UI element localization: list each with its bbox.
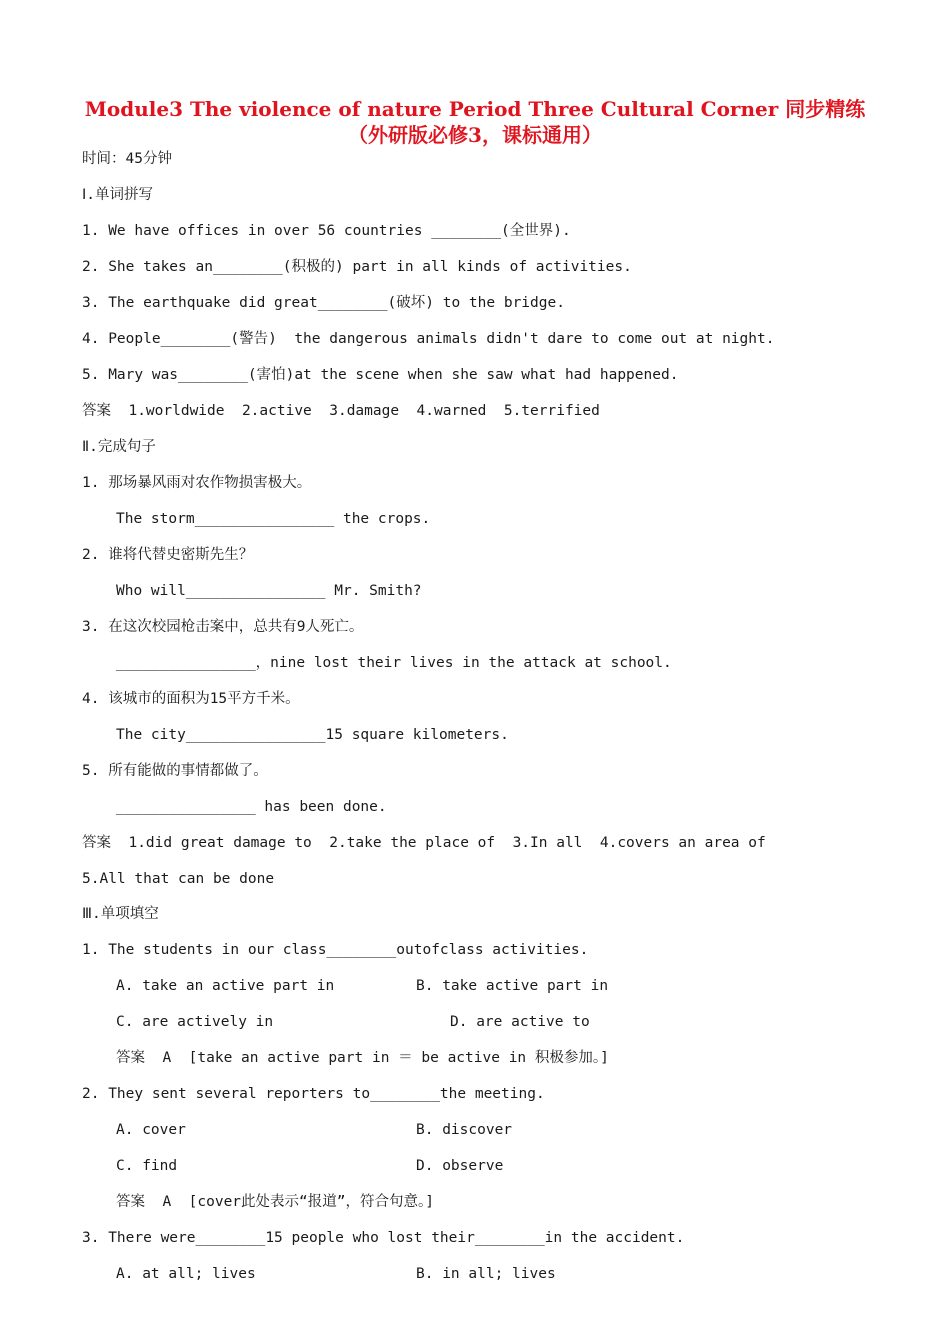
time-limit: 时间：45分钟 bbox=[82, 151, 172, 167]
s3-q2-answer: 答案 A [cover此处表示“报道”，符合句意。] bbox=[116, 1194, 434, 1210]
s2-question-1-blank: The storm________________ the crops. bbox=[116, 511, 431, 527]
s2-question-4-blank: The city________________15 square kilometers. bbox=[116, 727, 509, 743]
s3-question-1: 1. The students in our class________outofclass activities. bbox=[82, 942, 589, 958]
s2-question-3: 3. 在这次校园枪击案中，总共有9人死亡。 bbox=[82, 619, 364, 635]
s2-question-4: 4. 该城市的面积为15平方千米。 bbox=[82, 691, 300, 707]
s2-answer-line-2: 5.All that can be done bbox=[82, 871, 275, 887]
s3-q1-option-a: A. take an active part in bbox=[116, 978, 335, 994]
s2-answer-line-1: 答案 1.did great damage to 2.take the place of 3.In all 4.covers an area of bbox=[82, 835, 766, 851]
s1-question-2: 2. She takes an________(积极的) part in all kinds of activities. bbox=[82, 259, 632, 275]
s3-q1-option-b: B. take active part in bbox=[416, 978, 609, 994]
s1-answer: 答案 1.worldwide 2.active 3.damage 4.warned 5.terrified bbox=[82, 403, 600, 419]
s2-question-2-blank: Who will________________ Mr. Smith? bbox=[116, 583, 422, 599]
s2-question-3-blank: ________________，nine lost their lives in the attack at school. bbox=[116, 655, 672, 671]
s3-q1-option-c: C. are actively in bbox=[116, 1014, 274, 1030]
s2-question-5-blank: ________________ has been done. bbox=[116, 799, 387, 815]
title-line-2: （外研版必修3，课标通用） bbox=[348, 123, 602, 147]
s3-q2-option-d: D. observe bbox=[416, 1158, 504, 1174]
s1-question-1: 1. We have offices in over 56 countries ________(全世界). bbox=[82, 223, 571, 239]
s3-q3-option-a: A. at all; lives bbox=[116, 1266, 256, 1282]
title-line-1: Module3 The violence of nature Period Three Cultural Corner 同步精练 bbox=[84, 97, 866, 121]
s2-question-5: 5. 所有能做的事情都做了。 bbox=[82, 763, 268, 779]
s2-question-1: 1. 那场暴风雨对农作物损害极大。 bbox=[82, 475, 312, 491]
s3-q2-option-a: A. cover bbox=[116, 1122, 186, 1138]
section3-heading: Ⅲ.单项填空 bbox=[82, 906, 159, 922]
s1-question-4: 4. People________(警告) the dangerous animals didn't dare to come out at night. bbox=[82, 331, 775, 347]
s3-question-2: 2. They sent several reporters to________the meeting. bbox=[82, 1086, 545, 1102]
s3-q1-option-d: D. are active to bbox=[450, 1014, 590, 1030]
section2-heading: Ⅱ.完成句子 bbox=[82, 439, 156, 455]
s2-question-2: 2. 谁将代替史密斯先生？ bbox=[82, 547, 254, 563]
s3-q2-option-c: C. find bbox=[116, 1158, 178, 1174]
section1-heading: Ⅰ.单词拼写 bbox=[82, 187, 154, 203]
s3-question-3: 3. There were________15 people who lost their________in the accident. bbox=[82, 1230, 685, 1246]
s1-question-5: 5. Mary was________(害怕)at the scene when she saw what had happened. bbox=[82, 367, 679, 383]
s3-q3-option-b: B. in all; lives bbox=[416, 1266, 556, 1282]
s3-q2-option-b: B. discover bbox=[416, 1122, 513, 1138]
s1-question-3: 3. The earthquake did great________(破坏) to the bridge. bbox=[82, 295, 565, 311]
s3-q1-answer: 答案 A [take an active part in ＝ be active in 积极参加。] bbox=[116, 1050, 609, 1066]
